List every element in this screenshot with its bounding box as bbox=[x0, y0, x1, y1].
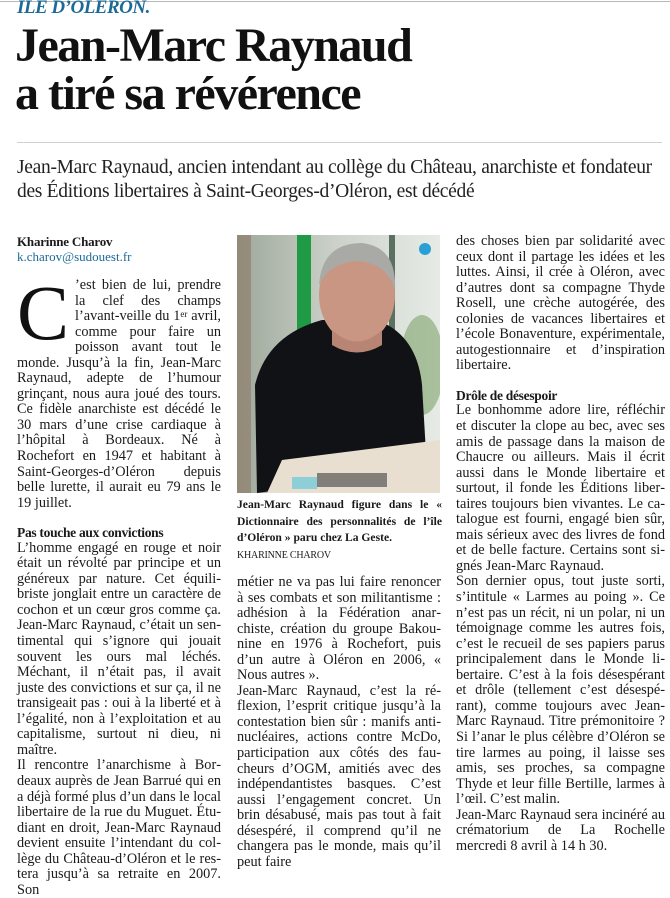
paragraph-4: Jean-Marc Raynaud, c’est la réflexion, l’esprit critique jusqu’à la contestation bien sûr : manifs antinucléaires, actions contre McDo, participation aux côtés des faucheurs d’OGM, amitiés avec des indépendantistes basques. C’est aussi l’engagement concret. Un brin désabusé, mais pas tout à fait désespéré, il comprend qu’il ne changera pas le monde, mais qu’il peut faire bbox=[237, 682, 441, 870]
standfirst: Jean-Marc Raynaud, ancien intendant au collège du Château, anarchiste et fondateur des Éditions libertaires à Saint-Georges-d’Oléron, est décédé bbox=[17, 157, 652, 202]
paragraph-7: Jean-Marc Raynaud sera incinéré au crématorium de La Rochelle mercredi 8 avril à 14 h 30. bbox=[456, 806, 665, 854]
headline bbox=[15, 19, 412, 120]
article-column-3 bbox=[456, 234, 665, 854]
portrait-illustration bbox=[237, 235, 440, 493]
subheading-convictions: Pas touche aux convictions bbox=[17, 525, 164, 541]
intro-superscript: er bbox=[180, 309, 188, 320]
paragraph-4-continued: des choses bien par solidarité avec ceux dont il partage les idées et les luttes. Ainsi, il crée à Oléron, avec d’autres dont sa compagne Thyde Rosell, une crèche autogérée, des colonies de vacances libertaires et l’école Bonaventure, expérimentale, autogestionnaire et d’inspiration libertaire. bbox=[456, 233, 665, 374]
watermark-icon bbox=[419, 243, 431, 255]
paragraph-5: Le bonhomme adore lire, réfléchir et discuter la clope au bec, avec ses amis de passage dans la maison de Chaucre ou ailleurs. Mais il écrit aussi dans le Monde libertaire et surtout, il fonde les Éditions libertaires toujours bien vivantes. Le catalogue est fourni, engagé bien sûr, mais sérieux avec des livres de fond et de belle facture. Certains sont signés Jean-Marc Raynaud. bbox=[456, 402, 665, 574]
paragraph-3-continued: métier ne va pas lui faire renoncer à ses combats et son militantisme : adhésion à la Fédération anarchiste, création du groupe Bakounine en 1976 à Rochefort, puis d’un autre à Oléron en 2006, « Nous autres ». bbox=[237, 574, 441, 684]
divider bbox=[17, 142, 662, 143]
headline-line-1: Jean-Marc Raynaud bbox=[15, 19, 412, 72]
headline-line-2: a tiré sa révérence bbox=[15, 67, 361, 120]
article-column-2 bbox=[237, 575, 441, 870]
intro-text-a: ’est bien de lui, prendre la clef des champs l’avant-veille du 1 bbox=[75, 277, 221, 325]
intro-paragraph bbox=[17, 269, 221, 511]
section-kicker: ILE D’OLERON. bbox=[17, 0, 150, 18]
author-name: Kharinne Charov bbox=[17, 234, 113, 249]
paragraph-6: Son dernier opus, tout juste sorti, s’intitule « Larmes au poing ». Ce n’est pas un récit, ni un polar, ni un témoignage comme les autres fois, c’est le recueil de ses papiers parus principalement dans le Monde libertaire. C’est à la fois désespérant et drôle (tellement c’est désespérant), comme toujours avec Jean-Marc Raynaud. Titre prémonitoire ? Si l’anar le plus célèbre d’Oléron se tire larmes au poing, il laisse ses amis, ses proches, sa compagne Thyde et leur fille Bertille, larmes à l’œil. C’est malin. bbox=[456, 573, 665, 808]
intro-text-b: avril, comme pour faire un poisson avant tout le monde. Jusqu’à la fin, Jean-Marc Raynaud, adepte de l’humour grinçant, nous aura joué des tours. Ce fidèle anarchiste est décédé le 30 mars d’une crise cardiaque à l’hôpital à Bordeaux. Né à Rochefort en 1947 et habitant à Saint-Georges-d’Oléron depuis belle lurette, il aurait eu 79 ans le 19 juillet. bbox=[17, 308, 221, 511]
paragraph-2: L’homme engagé en rouge et noir était un révolté par principe et un généreux par nature. Cet équilibriste jonglait entre un caractère de cochon et un cœur gros comme ça. Jean-Marc Raynaud, c’était un sentimental qui s’ignore qui jouait souvent les ours mal léchés. Méchant, il n’était pas, il avait juste des convictions et sur ça, il ne transigeait pas : oui à la liberté et à l’égalité, non à l’exploitation et au capitalisme, surtout ni dieu, ni maître. bbox=[17, 539, 221, 758]
portrait-photo bbox=[237, 235, 440, 493]
paragraph-3: Il rencontre l’anarchisme à Bordeaux auprès de Jean Barrué qui en a déjà formé plus d’un dans le local libertaire de la rue du Muguet. Étudiant en droit, Jean-Marc Raynaud devient ensuite l’intendant du collège du Château-d’Oléron et le restera jusqu’à sa retraite en 2007. Son bbox=[17, 757, 221, 898]
subheading-desespoir: Drôle de désespoir bbox=[456, 387, 558, 403]
author-email[interactable]: k.charov@sudouest.fr bbox=[17, 249, 132, 264]
article-column-1 bbox=[17, 234, 221, 898]
drop-cap: C bbox=[17, 269, 70, 356]
photo-credit: KHARINNE CHAROV bbox=[237, 549, 331, 561]
caption-text: Jean-Marc Raynaud figure dans le « Dictionnaire des personnalités de l’île d’Oléron » paru chez La Geste. bbox=[237, 498, 442, 544]
photo-caption bbox=[237, 497, 442, 563]
